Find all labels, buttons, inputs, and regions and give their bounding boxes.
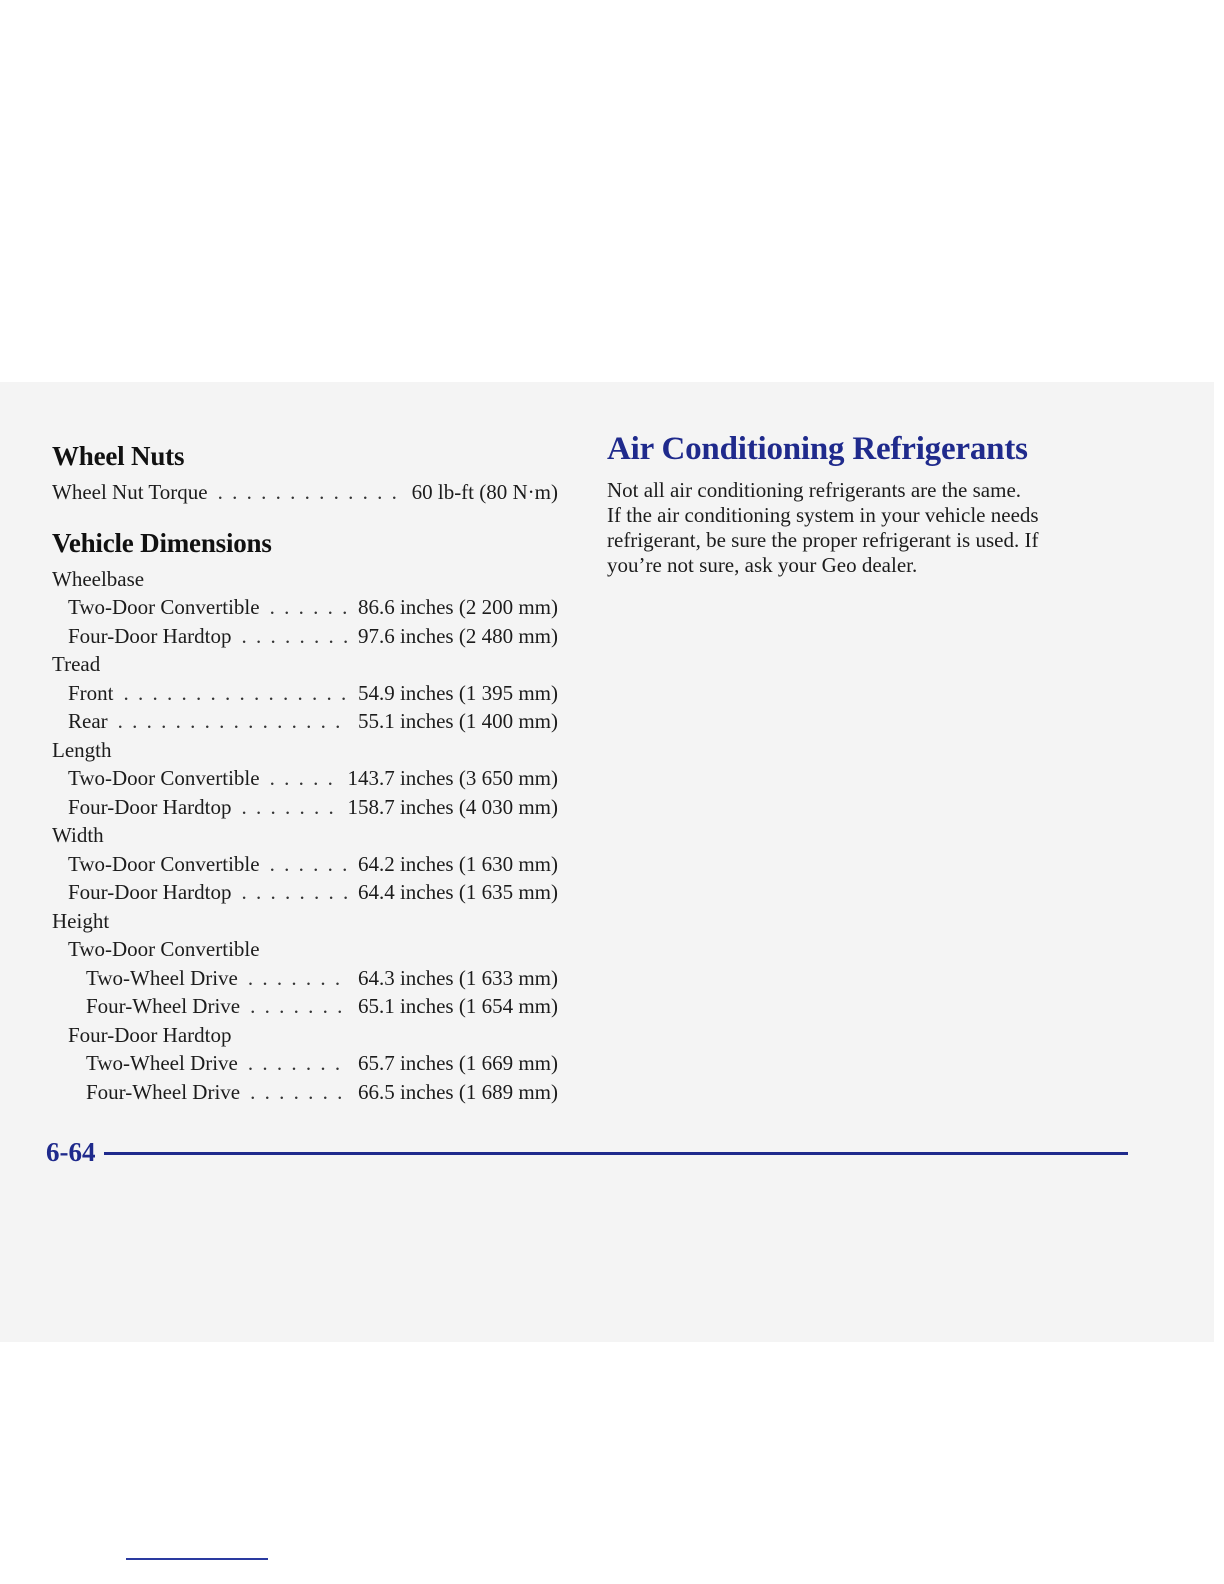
spec-label: Rear — [68, 709, 108, 733]
spec-value: 86.6 inches (2 200 mm) — [357, 595, 558, 619]
spec-label: Two-Door Convertible — [68, 766, 260, 790]
paragraph-line: you’re not sure, ask your Geo dealer. — [607, 553, 918, 577]
height-convertible-label: Two-Door Convertible — [68, 937, 260, 961]
spec-label: Four-Door Hardtop — [68, 623, 232, 648]
dot-leader — [218, 478, 404, 507]
spec-value: 64.2 inches (1 630 mm) — [357, 851, 558, 876]
spec-label: Wheel Nut Torque — [52, 480, 208, 504]
refrigerants-column — [607, 430, 1097, 578]
page-number: 6-64 — [46, 1137, 96, 1167]
spec-value: 65.1 inches (1 654 mm) — [357, 994, 558, 1018]
spec-label: Front — [68, 680, 114, 705]
paragraph-line: refrigerant, be sure the proper refrigerant is used. If — [607, 528, 1039, 552]
dot-leader — [250, 1078, 350, 1107]
spec-label: Four-Door Hardtop — [68, 794, 232, 819]
height-hardtop-label: Four-Door Hardtop — [68, 1022, 232, 1047]
dot-leader — [241, 878, 349, 907]
paragraph-line: Not all air conditioning refrigerants are the same. — [607, 478, 1022, 502]
length-label: Length — [52, 737, 112, 762]
refrigerants-paragraph — [607, 478, 1097, 578]
spec-row — [52, 793, 558, 822]
dot-leader — [241, 793, 339, 822]
height-label: Height — [52, 908, 110, 933]
spec-value: 158.7 inches (4 030 mm) — [347, 794, 558, 819]
dot-leader — [270, 850, 350, 879]
wheel-nuts-heading: Wheel Nuts — [52, 441, 185, 471]
spec-label: Two-Wheel Drive — [86, 965, 238, 990]
spec-value: 143.7 inches (3 650 mm) — [347, 766, 558, 790]
spec-row — [52, 964, 558, 993]
spec-value: 97.6 inches (2 480 mm) — [357, 623, 558, 648]
spec-row — [52, 878, 558, 907]
spec-value: 65.7 inches (1 669 mm) — [357, 1051, 558, 1075]
dot-leader — [270, 764, 340, 793]
paragraph-line: If the air conditioning system in your vehicle needs — [607, 503, 1039, 527]
spec-value: 54.9 inches (1 395 mm) — [357, 680, 558, 705]
footer-rule — [104, 1152, 1128, 1155]
spec-label: Two-Door Convertible — [68, 851, 260, 876]
spec-row — [52, 1078, 558, 1107]
wheelbase-label: Wheelbase — [52, 566, 145, 591]
spec-label: Two-Door Convertible — [68, 595, 260, 619]
spec-row — [52, 1049, 558, 1078]
width-label: Width — [52, 823, 104, 847]
dot-leader — [250, 992, 350, 1021]
spec-row — [52, 593, 558, 622]
spec-label: Four-Wheel Drive — [86, 994, 241, 1018]
bottom-rule — [126, 1558, 268, 1560]
specifications-column — [52, 440, 558, 1106]
spec-row — [52, 622, 558, 651]
tread-label: Tread — [52, 652, 101, 676]
spec-value: 66.5 inches (1 689 mm) — [357, 1079, 558, 1104]
spec-row — [52, 764, 558, 793]
spec-row — [52, 707, 558, 736]
spec-row — [52, 992, 558, 1021]
dot-leader — [270, 593, 350, 622]
spec-value: 60 lb-ft (80 N·m) — [411, 480, 558, 504]
dot-leader — [248, 964, 350, 993]
dot-leader — [241, 622, 349, 651]
spec-value: 55.1 inches (1 400 mm) — [357, 709, 558, 733]
spec-label: Two-Wheel Drive — [86, 1051, 238, 1075]
spec-label: Four-Wheel Drive — [86, 1079, 241, 1104]
spec-row — [52, 679, 558, 708]
spec-value: 64.3 inches (1 633 mm) — [357, 965, 558, 990]
vehicle-dimensions-heading: Vehicle Dimensions — [52, 527, 272, 558]
air-conditioning-heading: Air Conditioning Refrigerants — [607, 431, 1028, 467]
dot-leader — [248, 1049, 350, 1078]
wheel-nut-torque-row — [52, 478, 558, 507]
spec-label: Four-Door Hardtop — [68, 880, 232, 904]
spec-row — [52, 850, 558, 879]
spec-value: 64.4 inches (1 635 mm) — [357, 880, 558, 904]
dot-leader — [124, 679, 350, 708]
dot-leader — [118, 707, 350, 736]
